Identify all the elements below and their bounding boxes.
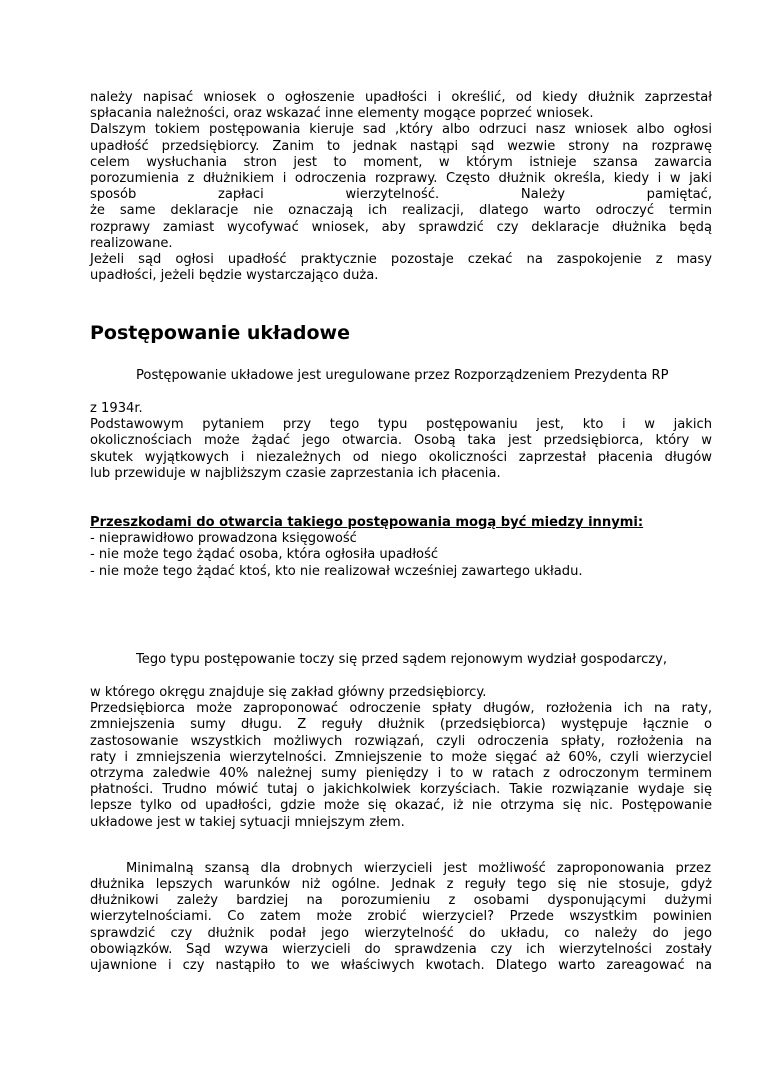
text-line: okolicznościach może żądać jego otwarcia. Osobą taka jest przedsiębiorca, który w <box>90 433 712 449</box>
intro-paragraph <box>90 90 712 284</box>
text-line: układowe jest w takiej sytuacji mniejszym złem. <box>90 814 405 830</box>
text-line: Minimalną szansą dla drobnych wierzycieli jest możliwość zaproponowania przez <box>126 861 711 876</box>
section2-paragraph <box>90 685 712 831</box>
text-line: Postępowanie układowe jest uregulowane przez Rozporządzeniem Prezydenta RP <box>136 368 669 383</box>
list-item: - nieprawidłowo prowadzona księgowość <box>90 531 357 547</box>
text-line: otrzyma zaledwie 40% należnej sumy pieniędzy i to w ratach z odroczonym terminem <box>90 765 712 781</box>
section3-paragraph <box>90 877 712 974</box>
list-item: - nie może tego żądać ktoś, kto nie realizował wcześniej zawartego układu. <box>90 563 583 579</box>
text-line: upadłość przedsiębiorcy. Zanim to jednak nastąpi sąd wezwie strony na rozprawę <box>90 138 712 154</box>
text-line: celem wysłuchania stron jest to moment, w którym istnieje szansa zawarcia <box>90 154 712 170</box>
section1-paragraph <box>90 401 712 482</box>
text-line: w którego okręgu znajduje się zakład główny przedsiębiorcy. <box>90 685 487 700</box>
text-line: Dalszym tokiem postępowania kieruje sad ,który albo odrzuci nasz wniosek albo ogłosi <box>90 122 712 138</box>
text-line: raty i zmniejszenia wierzytelności. Zmniejszenie to może sięgać aż 60%, czyli wierzyciel <box>90 749 712 765</box>
text-line: ujawnione i czy nastąpiło to we właściwych kwotach. Dlatego warto zareagować na <box>90 957 712 973</box>
text-line: sposób zapłaci wierzytelność. Należy pamiętać, <box>90 187 712 203</box>
section3-first-line <box>126 861 711 877</box>
section2-first-line <box>136 652 716 668</box>
text-line: lepsze tylko od upadłości, gdzie może się okazać, iż nie otrzyma się nic. Postępowanie <box>90 798 712 814</box>
text-line: Jeżeli sąd ogłosi upadłość praktycznie pozostaje czekać na zaspokojenie z masy <box>90 251 712 267</box>
text-line: upadłości, jeżeli będzie wystarczająco duża. <box>90 268 379 284</box>
list-item: - nie może tego żądać osoba, która ogłosiła upadłość <box>90 547 439 563</box>
text-line: realizowane. <box>90 235 173 251</box>
text-line: dłużnika lepszych warunków niż ogólne. Jednak z reguły tego się nie stosuje, gdyż <box>90 877 712 892</box>
text-line: płatności. Trudno mówić tutaj o jakichkolwiek korzyściach. Takie rozwiązanie wydaje się <box>90 782 712 798</box>
obstacles-list <box>90 515 712 580</box>
text-line: zastosowanie wszystkich możliwych rozwiązań, czyli odroczenia spłaty, rozłożenia na <box>90 733 712 749</box>
text-line: Podstawowym pytaniem przy tego typu postępowaniu jest, kto i w jakich <box>90 417 712 433</box>
text-line: dłużnikowi zależy bardziej na porozumieniu z osobami dysponującymi dużymi <box>90 893 712 909</box>
text-line: należy napisać wniosek o ogłoszenie upadłości i określić, od kiedy dłużnik zaprzestał <box>90 90 712 105</box>
text-line: Tego typu postępowanie toczy się przed sądem rejonowym wydział gospodarczy, <box>136 652 668 667</box>
section1-first-line <box>136 368 716 384</box>
obstacles-title: Przeszkodami do otwarcia takiego postępowania mogą być miedzy innymi: <box>90 515 644 530</box>
text-line: rozprawy zamiast wycofywać wniosek, aby sprawdzić czy deklaracje dłużnika będą <box>90 219 712 235</box>
text-line: wierzytelnościami. Co zatem może zrobić wierzyciel? Przede wszystkim powinien <box>90 909 712 925</box>
section-heading: Postępowanie układowe <box>90 322 350 344</box>
text-line: obowiązków. Sąd wzywa wierzycieli do sprawdzenia czy ich wierzytelności zostały <box>90 941 712 957</box>
text-line: sprawdzić czy dłużnik podał jego wierzytelność do układu, co należy do jego <box>90 925 712 941</box>
text-line: lub przewiduje w najbliższym czasie zaprzestania ich płacenia. <box>90 465 501 481</box>
text-line: porozumienia z dłużnikiem i odroczenia rozprawy. Często dłużnik określa, kiedy i w jaki <box>90 170 712 186</box>
text-line: skutek wyjątkowych i niezależnych od niego okoliczności zaprzestał płacenia długów <box>90 449 712 465</box>
text-line: zmniejszenia sumy długu. Z reguły dłużnik (przedsiębiorca) występuje łącznie o <box>90 717 712 733</box>
text-line: Przedsiębiorca może zaproponować odroczenie spłaty długów, rozłożenia ich na raty, <box>90 701 712 717</box>
text-line: że same deklaracje nie oznaczają ich realizacji, dlatego warto odroczyć termin <box>90 203 712 219</box>
text-line: z 1934r. <box>90 401 143 416</box>
text-line: spłacania należności, oraz wskazać inne elementy mogące poprzeć wniosek. <box>90 106 594 122</box>
